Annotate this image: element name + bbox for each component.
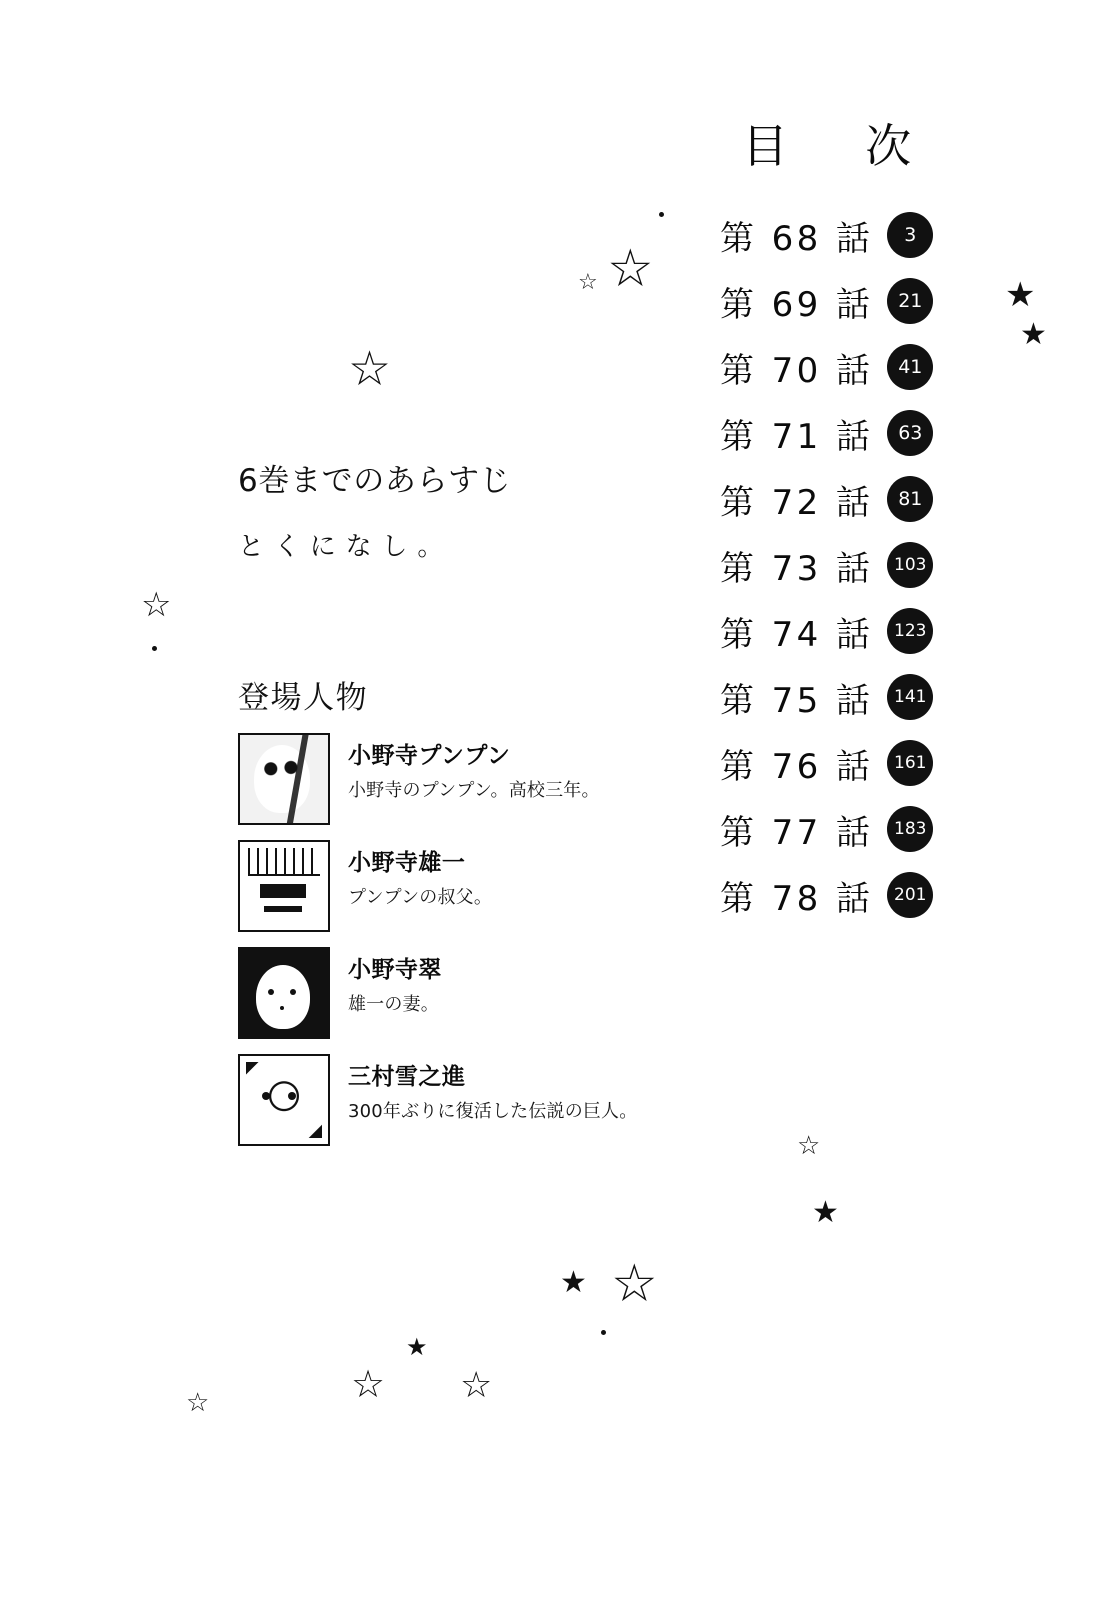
toc-entry-page: 201 [887, 872, 933, 918]
toc-entry-page: 141 [887, 674, 933, 720]
star-outline-icon: ☆ [607, 239, 654, 299]
toc-entry-label: 第 78 話 [720, 878, 874, 919]
character-portrait-midori [238, 947, 330, 1039]
toc-entry[interactable] [720, 598, 1020, 664]
toc-entry-label: 第 75 話 [720, 680, 874, 721]
star-solid-icon: ★ [812, 1195, 839, 1230]
toc-entry[interactable] [720, 664, 1020, 730]
star-solid-icon: ★ [406, 1333, 428, 1361]
toc-entry[interactable] [720, 202, 1020, 268]
toc-entry-label: 第 68 話 [720, 218, 874, 259]
character-entry [238, 733, 708, 825]
toc-entry-page: 3 [887, 212, 933, 258]
star-outline-icon: ☆ [611, 1254, 658, 1314]
character-name: 小野寺雄一 [348, 850, 466, 876]
toc-entry-label: 第 69 話 [720, 284, 874, 325]
toc-entry[interactable] [720, 532, 1020, 598]
star-outline-icon: ☆ [460, 1365, 493, 1406]
toc-entry[interactable] [720, 268, 1020, 334]
star-solid-icon: ★ [1005, 275, 1036, 315]
toc-entry-page: 183 [887, 806, 933, 852]
star-outline-icon: ☆ [578, 270, 598, 295]
decor-dot [601, 1330, 606, 1335]
character-text [348, 947, 442, 1016]
toc-entry[interactable] [720, 862, 1020, 928]
toc-entry-page: 123 [887, 608, 933, 654]
character-entry [238, 947, 708, 1039]
toc-entry[interactable] [720, 466, 1020, 532]
star-outline-icon: ☆ [186, 1388, 210, 1418]
toc-entry-label: 第 73 話 [720, 548, 874, 589]
toc-entry-label: 第 72 話 [720, 482, 874, 523]
decor-dot [152, 646, 157, 651]
character-description: プンプンの叔父。 [348, 887, 492, 908]
characters-heading: 登場人物 [238, 680, 369, 716]
toc-entry-page: 81 [887, 476, 933, 522]
toc-title: 目 次 [742, 119, 927, 173]
synopsis-section [238, 455, 658, 563]
toc-entry-page: 21 [887, 278, 933, 324]
table-of-contents [720, 110, 1020, 928]
toc-entry-label: 第 76 話 [720, 746, 874, 787]
star-outline-icon: ☆ [797, 1131, 821, 1161]
toc-entry-label: 第 71 話 [720, 416, 874, 457]
decor-dot [659, 212, 664, 217]
star-outline-icon: ☆ [348, 341, 392, 397]
toc-entry-page: 41 [887, 344, 933, 390]
synopsis-title: 6巻までのあらすじ [238, 463, 512, 499]
toc-entry[interactable] [720, 400, 1020, 466]
character-description: 小野寺のプンプン。高校三年。 [348, 780, 600, 801]
toc-list [720, 202, 1020, 928]
toc-entry-page: 63 [887, 410, 933, 456]
character-text [348, 733, 600, 802]
character-name: 三村雪之進 [348, 1064, 466, 1090]
characters-section [238, 672, 708, 1161]
toc-entry-label: 第 77 話 [720, 812, 874, 853]
toc-entry-page: 161 [887, 740, 933, 786]
character-portrait-yuichi [238, 840, 330, 932]
character-portrait-punpun [238, 733, 330, 825]
character-text [348, 1054, 637, 1123]
character-description: 雄一の妻。 [348, 994, 439, 1015]
toc-entry[interactable] [720, 796, 1020, 862]
toc-entry-page: 103 [887, 542, 933, 588]
star-outline-icon: ☆ [351, 1362, 386, 1406]
toc-entry-label: 第 74 話 [720, 614, 874, 655]
character-name: 小野寺翠 [348, 957, 442, 983]
character-text [348, 840, 492, 909]
star-outline-icon: ☆ [141, 585, 172, 625]
character-entry [238, 840, 708, 932]
character-entry [238, 1054, 708, 1146]
toc-entry[interactable] [720, 334, 1020, 400]
character-portrait-mimura [238, 1054, 330, 1146]
character-name: 小野寺プンプン [348, 743, 511, 769]
star-solid-icon: ★ [1020, 317, 1047, 352]
star-solid-icon: ★ [560, 1265, 587, 1300]
character-description: 300年ぶりに復活した伝説の巨人。 [348, 1101, 638, 1122]
toc-entry[interactable] [720, 730, 1020, 796]
synopsis-body: とくになし。 [238, 532, 454, 562]
toc-entry-label: 第 70 話 [720, 350, 874, 391]
